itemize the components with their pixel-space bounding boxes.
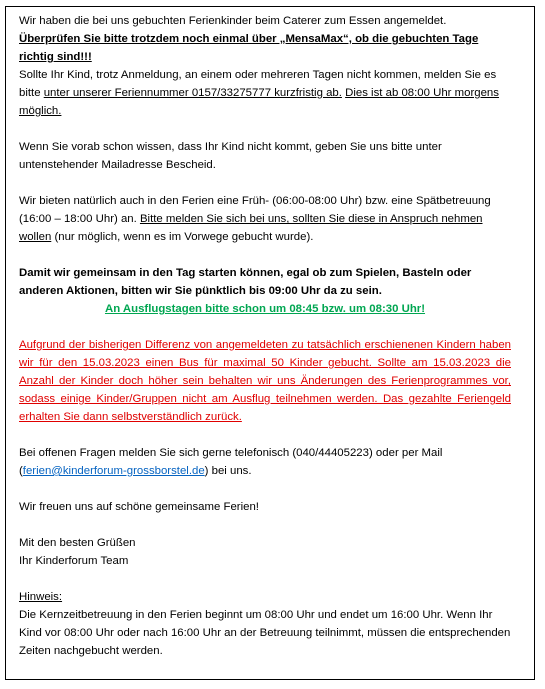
hint-heading: Hinweis: <box>19 591 63 603</box>
excursion-time-notice: An Ausflugstagen bitte schon um 08:45 bzw. um 08:30 Uhr! <box>104 303 426 315</box>
paragraph-punctuality: Damit wir gemeinsam in den Tag starten können, egal ob zum Spielen, Basteln oder anderen Aktionen, bitten wir Sie pünktlich bis 09:00 Uhr da zu sein. <box>19 267 472 297</box>
care-times: Wir bieten natürlich auch in den Ferien eine Früh- (06:00-08:00 Uhr) bzw. eine Spätbetreuung (16:00 – 18:00 Uhr) an. <box>19 195 491 225</box>
catering-notice: Wir haben die bei uns gebuchten Ferienkinder beim Caterer zum Essen angemeldet. <box>19 15 447 27</box>
email-link[interactable]: ferien@kinderforum-grossborstel.de <box>22 465 205 477</box>
contact-phone-text: Bei offenen Fragen melden Sie sich gerne telefonisch (040/44405223) oder per Mail <box>19 447 443 459</box>
care-registration-notice: Bitte melden Sie sich bei uns, sollten Sie diese in Anspruch nehmen wollen <box>19 213 483 243</box>
email-paren-open: ( <box>19 465 23 477</box>
closing-greeting: Mit den besten Grüßen <box>19 537 136 549</box>
paragraph-contact <box>19 444 511 480</box>
paragraph-mensamax <box>19 12 511 120</box>
paragraph-bus-notice: Aufgrund der bisherigen Differenz von angemeldeten zu tatsächlich erschienenen Kindern haben wir für den 15.03.2023 einen Bus für maximal 50 Kinder gebucht. Sollte am 15.03.2023 die Anzahl der Kinder doch höher sein behalten wir uns Änderungen des Ferienprogrammes vor, sodass einige Kinder/Gruppen nicht am Ausflug teilnehmen werden. Das gezahlte Feriengeld erhalten Sie dann selbstverständlich zurück. <box>19 339 511 423</box>
phone-hours-notice: Dies ist ab 08:00 Uhr morgens möglich. <box>19 87 499 117</box>
contact-tail: ) bei uns. <box>204 465 252 477</box>
paragraph-early-late-care <box>19 192 511 246</box>
care-booking-note: (nur möglich, wenn es im Vorwege gebucht wurde). <box>54 231 314 243</box>
absence-notice: Sollte Ihr Kind, trotz Anmeldung, an einem oder mehreren Tagen nicht kommen, melden Sie es bitte <box>19 69 497 99</box>
hint-text: Die Kernzeitbetreuung in den Ferien beginnt um 08:00 Uhr und endet um 16:00 Uhr. Wenn Ihr Kind vor 08:00 Uhr oder nach 16:00 Uhr an der Betreuung teilnimmt, müssen die entsprechenden Zeiten nachgebucht werden. <box>19 609 511 657</box>
closing-signature: Ihr Kinderforum Team <box>19 555 129 567</box>
mensamax-check-notice: Überprüfen Sie bitte trotzdem noch einmal über „MensaMax“, ob die gebuchten Tage richtig sind!!! <box>19 33 479 63</box>
document-body <box>19 12 511 660</box>
paragraph-holiday-wish: Wir freuen uns auf schöne gemeinsame Ferien! <box>19 501 259 513</box>
phone-notice: unter unserer Feriennummer 0157/33275777 kurzfristig ab. <box>43 87 342 99</box>
paragraph-advance-notice: Wenn Sie vorab schon wissen, dass Ihr Kind nicht kommt, geben Sie uns bitte unter untenstehender Mailadresse Bescheid. <box>19 141 442 171</box>
